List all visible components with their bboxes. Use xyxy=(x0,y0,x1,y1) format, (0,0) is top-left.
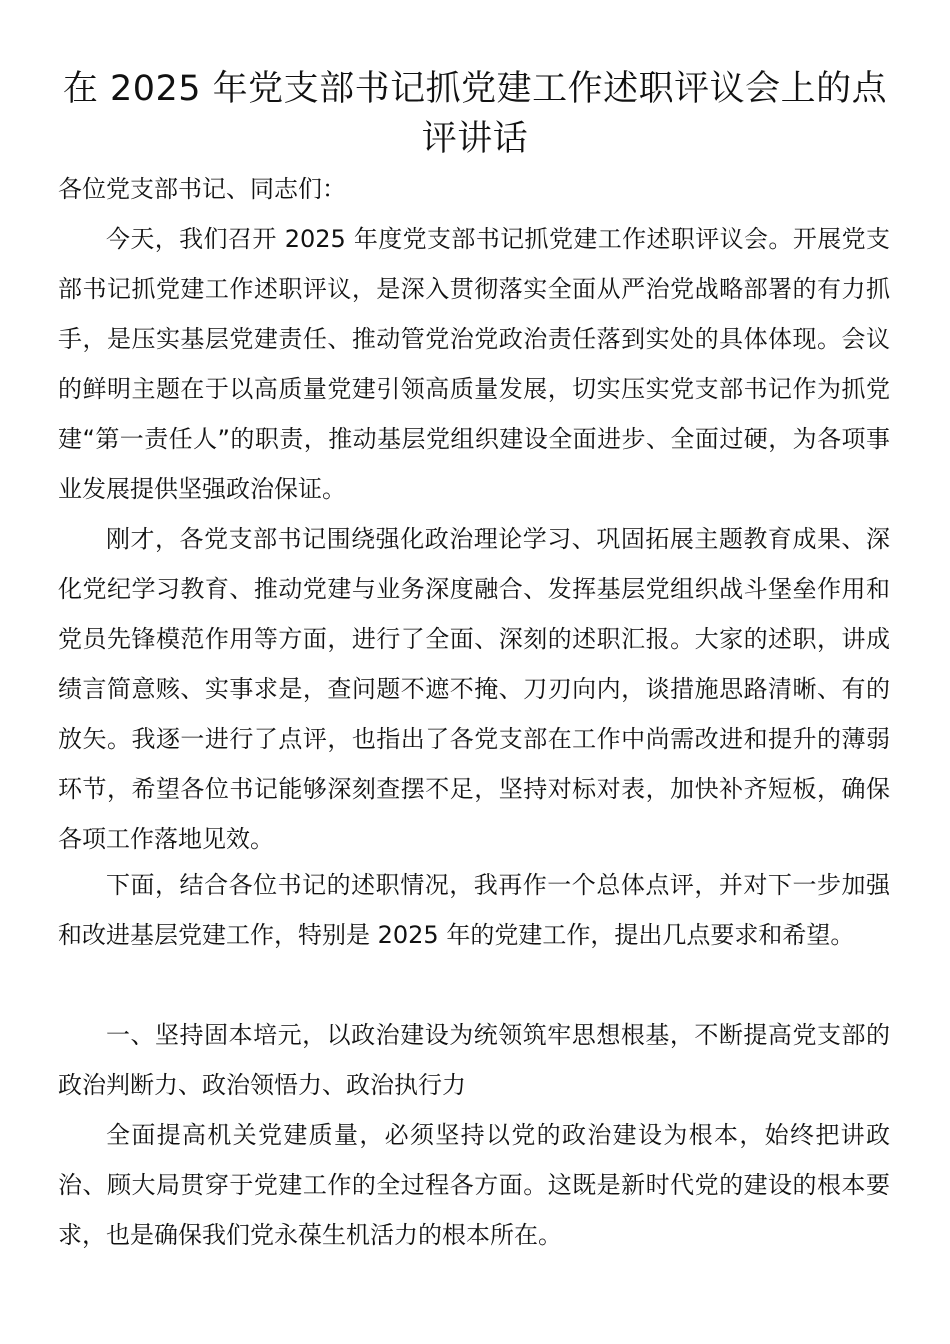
paragraph-review: 刚才，各党支部书记围绕强化政治理论学习、巩固拓展主题教育成果、深化党纪学习教育、推动党建与业务深度融合、发挥基层党组织战斗堡垒作用和党员先锋模范作用等方面，进行了全面、深刻的述职汇报。大家的述职，讲成绩言简意赅、实事求是，查问题不遮不掩、刀刃向内，谈措施思路清晰、有的放矢。我逐一进行了点评，也指出了各党支部在工作中尚需改进和提升的薄弱环节，希望各位书记能够深刻查摆不足，坚持对标对表，加快补齐短板，确保各项工作落地见效。 xyxy=(58,525,890,853)
section-one-paragraph: 全面提高机关党建质量，必须坚持以党的政治建设为根本，始终把讲政治、顾大局贯穿于党建工作的全过程各方面。这既是新时代党的建设的根本要求，也是确保我们党永葆生机活力的根本所在。 xyxy=(58,1121,890,1249)
salutation: 各位党支部书记、同志们： xyxy=(58,175,346,203)
paragraph-transition: 下面，结合各位书记的述职情况，我再作一个总体点评，并对下一步加强和改进基层党建工作，特别是 2025 年的党建工作，提出几点要求和希望。 xyxy=(58,871,890,949)
section-heading-one: 一、坚持固本培元，以政治建设为统领筑牢思想根基，不断提高党支部的政治判断力、政治领悟力、政治执行力 xyxy=(58,1021,890,1099)
paragraph-opening: 今天，我们召开 2025 年度党支部书记抓党建工作述职评议会。开展党支部书记抓党建工作述职评议，是深入贯彻落实全面从严治党战略部署的有力抓手，是压实基层党建责任、推动管党治党政治责任落到实处的具体体现。会议的鲜明主题在于以高质量党建引领高质量发展，切实压实党支部书记作为抓党建“第一责任人”的职责，推动基层党组织建设全面进步、全面过硬，为各项事业发展提供坚强政治保证。 xyxy=(58,225,890,503)
document-title: 在 2025 年党支部书记抓党建工作述职评议会上的点评讲话 xyxy=(62,69,888,159)
